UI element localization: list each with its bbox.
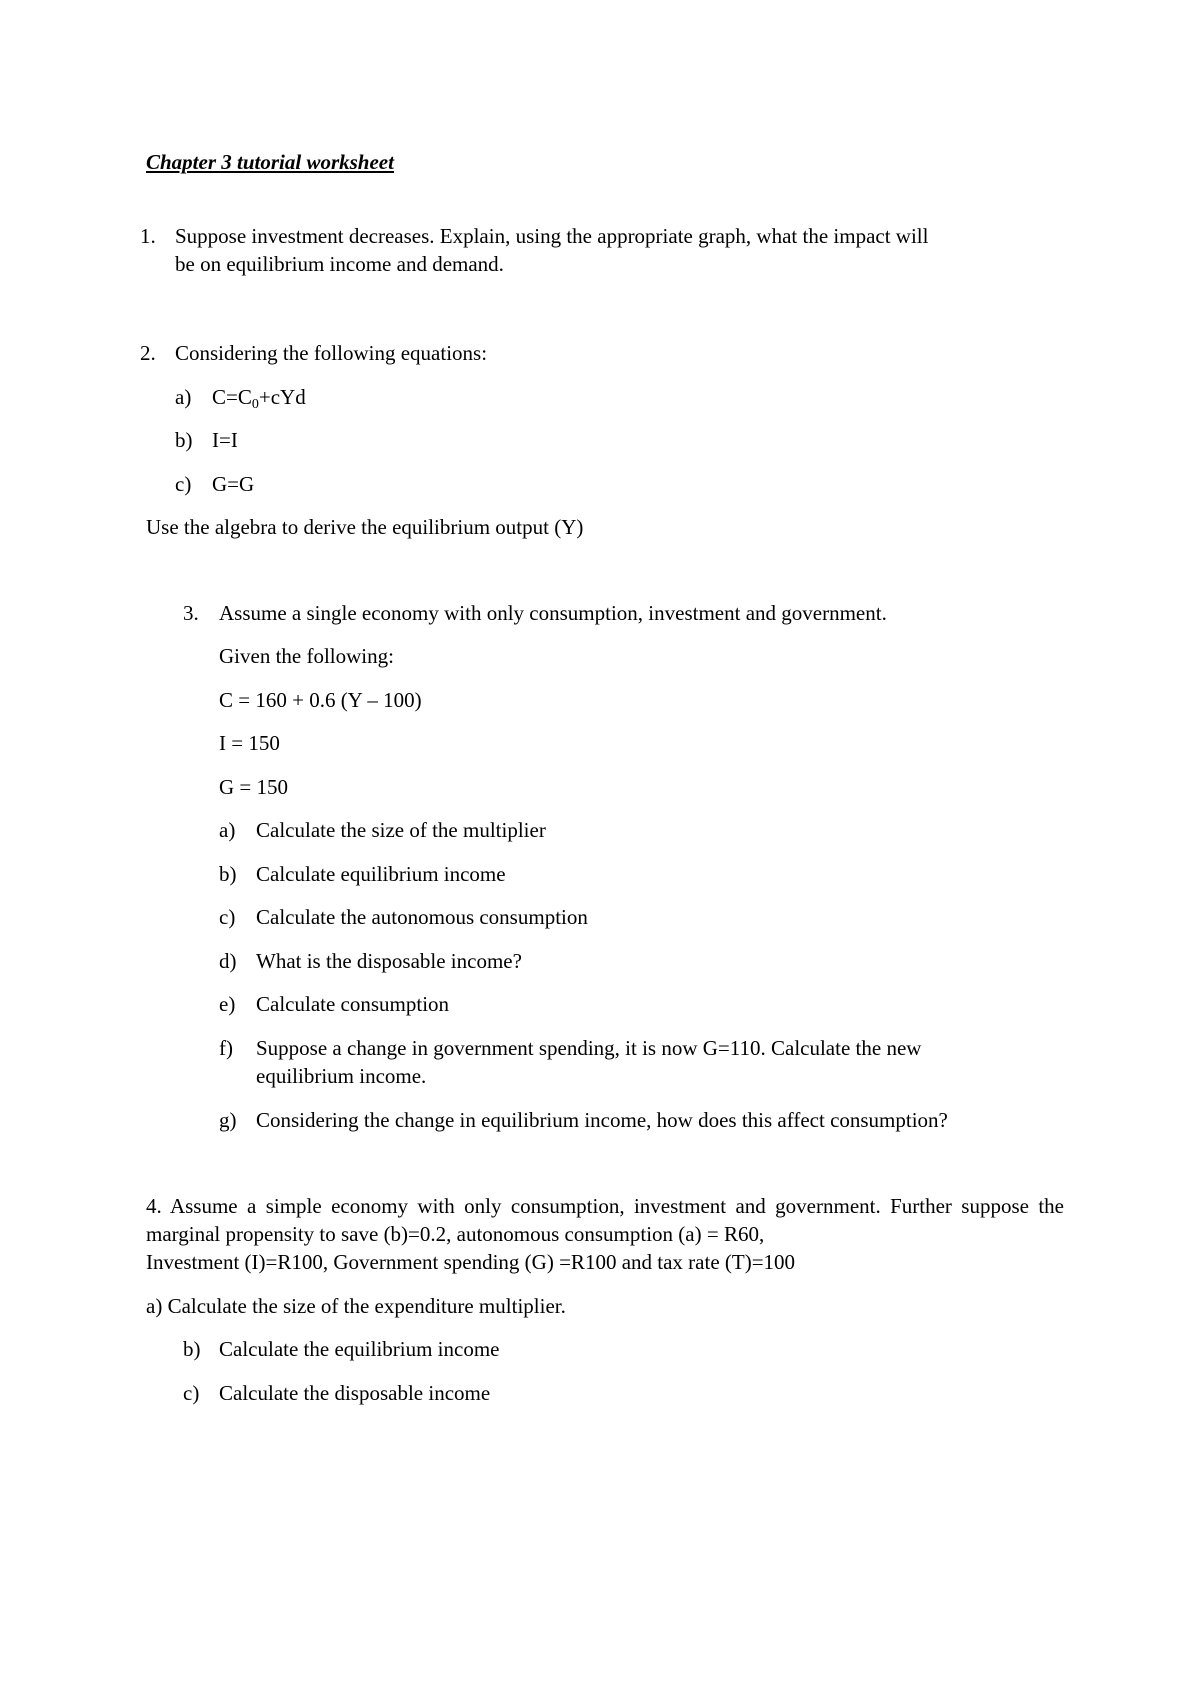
q3-part-g-label: g) bbox=[219, 1108, 237, 1132]
q3-eq-consumption: C = 160 + 0.6 (Y – 100) bbox=[219, 688, 422, 712]
q3-eq-government: G = 150 bbox=[219, 775, 289, 799]
q1-text-line2: be on equilibrium income and demand. bbox=[175, 252, 504, 276]
q3-part-e-label: e) bbox=[219, 992, 236, 1016]
q4-part-b-label: b) bbox=[183, 1337, 201, 1361]
q3-given: Given the following: bbox=[219, 644, 394, 668]
q3-number: 3. bbox=[183, 601, 199, 625]
q3-part-b-text: Calculate equilibrium income bbox=[256, 862, 506, 886]
q2-item-c-equation: G=G bbox=[212, 472, 255, 496]
q4-paragraph-last-line: Investment (I)=R100, Government spending (G) =R100 and tax rate (T)=100 bbox=[146, 1250, 796, 1274]
q3-part-g-text: Considering the change in equilibrium income, how does this affect consumption? bbox=[256, 1108, 948, 1132]
q2-intro: Considering the following equations: bbox=[175, 341, 488, 365]
q3-part-c-text: Calculate the autonomous consumption bbox=[256, 905, 588, 929]
q2-item-a-post: +cYd bbox=[258, 385, 306, 409]
q3-part-f-text: Suppose a change in government spending, it is now G=110. Calculate the new bbox=[256, 1036, 922, 1060]
q4-part-b-text: Calculate the equilibrium income bbox=[219, 1337, 500, 1361]
q2-item-a-equation bbox=[212, 383, 306, 411]
q1-text-line1: Suppose investment decreases. Explain, using the appropriate graph, what the impact will bbox=[175, 224, 929, 248]
q2-number: 2. bbox=[140, 341, 156, 365]
q3-intro: Assume a single economy with only consumption, investment and government. bbox=[219, 601, 887, 625]
q3-part-a-text: Calculate the size of the multiplier bbox=[256, 818, 546, 842]
worksheet-title: Chapter 3 tutorial worksheet bbox=[146, 150, 394, 174]
q4-part-c-text: Calculate the disposable income bbox=[219, 1381, 491, 1405]
q2-item-a-pre: C=C bbox=[212, 385, 252, 409]
q3-part-d-text: What is the disposable income? bbox=[256, 949, 522, 973]
q3-part-f-text-line2: equilibrium income. bbox=[256, 1064, 427, 1088]
q3-part-c-label: c) bbox=[219, 905, 236, 929]
q3-part-a-label: a) bbox=[219, 818, 236, 842]
q3-part-f-label: f) bbox=[219, 1036, 233, 1060]
q4-paragraph: 4. Assume a simple economy with only consumption, investment and government. Further suppose the marginal propensity to save (b)=0.2, autonomous consumption (a) = R60, bbox=[146, 1194, 1064, 1246]
q2-item-c-label: c) bbox=[175, 472, 192, 496]
q3-part-b-label: b) bbox=[219, 862, 237, 886]
q4-part-c-label: c) bbox=[183, 1381, 200, 1405]
q2-instruction: Use the algebra to derive the equilibrium output (Y) bbox=[146, 515, 584, 539]
q2-item-b-equation: I=I bbox=[212, 428, 238, 452]
q2-item-a-label: a) bbox=[175, 385, 192, 409]
q2-item-b-label: b) bbox=[175, 428, 193, 452]
q3-eq-investment: I = 150 bbox=[219, 731, 280, 755]
q3-part-d-label: d) bbox=[219, 949, 237, 973]
q2-item-a-subscript: 0 bbox=[251, 397, 259, 412]
q1-number: 1. bbox=[140, 224, 156, 248]
q3-part-e-text: Calculate consumption bbox=[256, 992, 450, 1016]
q4-part-a: a) Calculate the size of the expenditure multiplier. bbox=[146, 1294, 566, 1318]
